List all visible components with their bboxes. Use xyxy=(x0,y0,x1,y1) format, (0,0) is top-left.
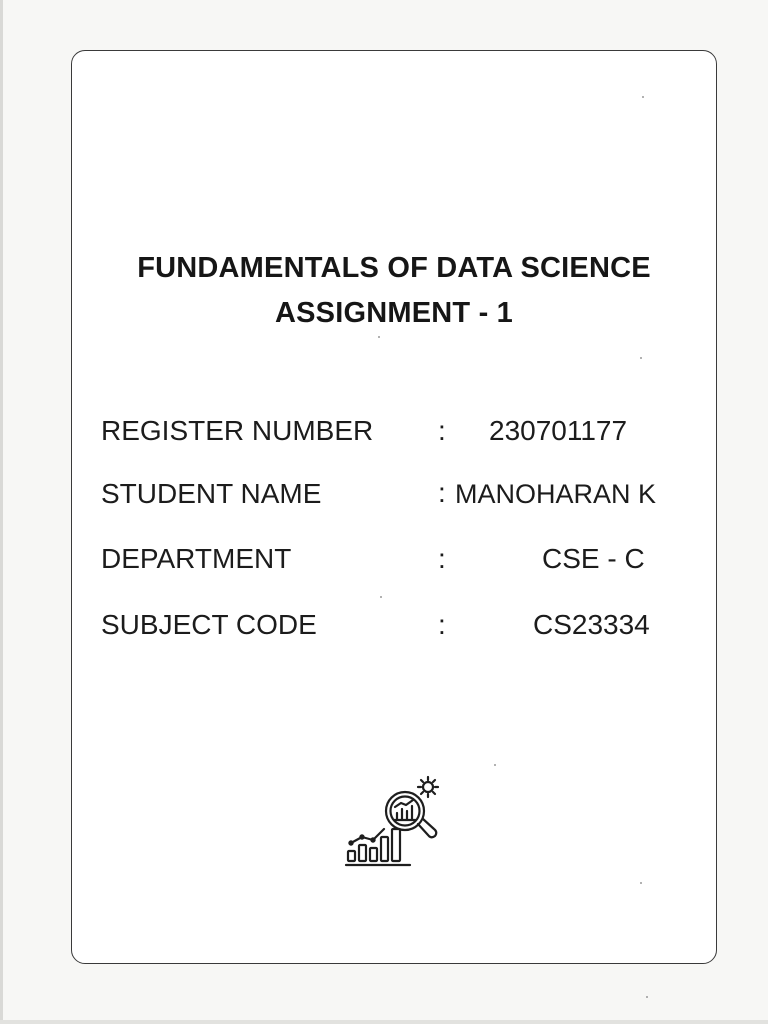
field-label: DEPARTMENT xyxy=(101,543,292,574)
field-label: SUBJECT CODE xyxy=(101,609,317,640)
field-student-name xyxy=(101,478,701,518)
scan-speck xyxy=(642,96,644,98)
document-title: FUNDAMENTALS OF DATA SCIENCE xyxy=(137,252,651,284)
field-label: REGISTER NUMBER xyxy=(101,415,374,446)
data-analytics-icon xyxy=(344,773,446,869)
scan-speck xyxy=(494,764,496,766)
field-separator: : xyxy=(438,415,446,446)
field-value: CSE - C xyxy=(542,543,645,574)
scan-speck xyxy=(646,996,648,998)
field-value: CS23334 xyxy=(533,609,650,640)
page-edge-bottom xyxy=(0,1020,768,1024)
field-separator: : xyxy=(438,543,446,574)
document-subtitle: ASSIGNMENT - 1 xyxy=(274,297,514,329)
field-department xyxy=(101,543,701,583)
page-edge xyxy=(0,0,3,1024)
field-separator: : xyxy=(438,477,446,508)
field-subject-code xyxy=(101,609,701,649)
scan-speck xyxy=(378,336,380,338)
field-value: MANOHARAN K xyxy=(455,479,657,509)
field-separator: : xyxy=(438,609,446,640)
scan-speck xyxy=(640,882,642,884)
field-register-number xyxy=(101,415,701,455)
scan-speck xyxy=(640,357,642,359)
scan-speck xyxy=(380,596,382,598)
field-label: STUDENT NAME xyxy=(101,478,322,509)
field-value: 230701177 xyxy=(489,415,628,446)
cover-page-frame xyxy=(71,50,717,964)
